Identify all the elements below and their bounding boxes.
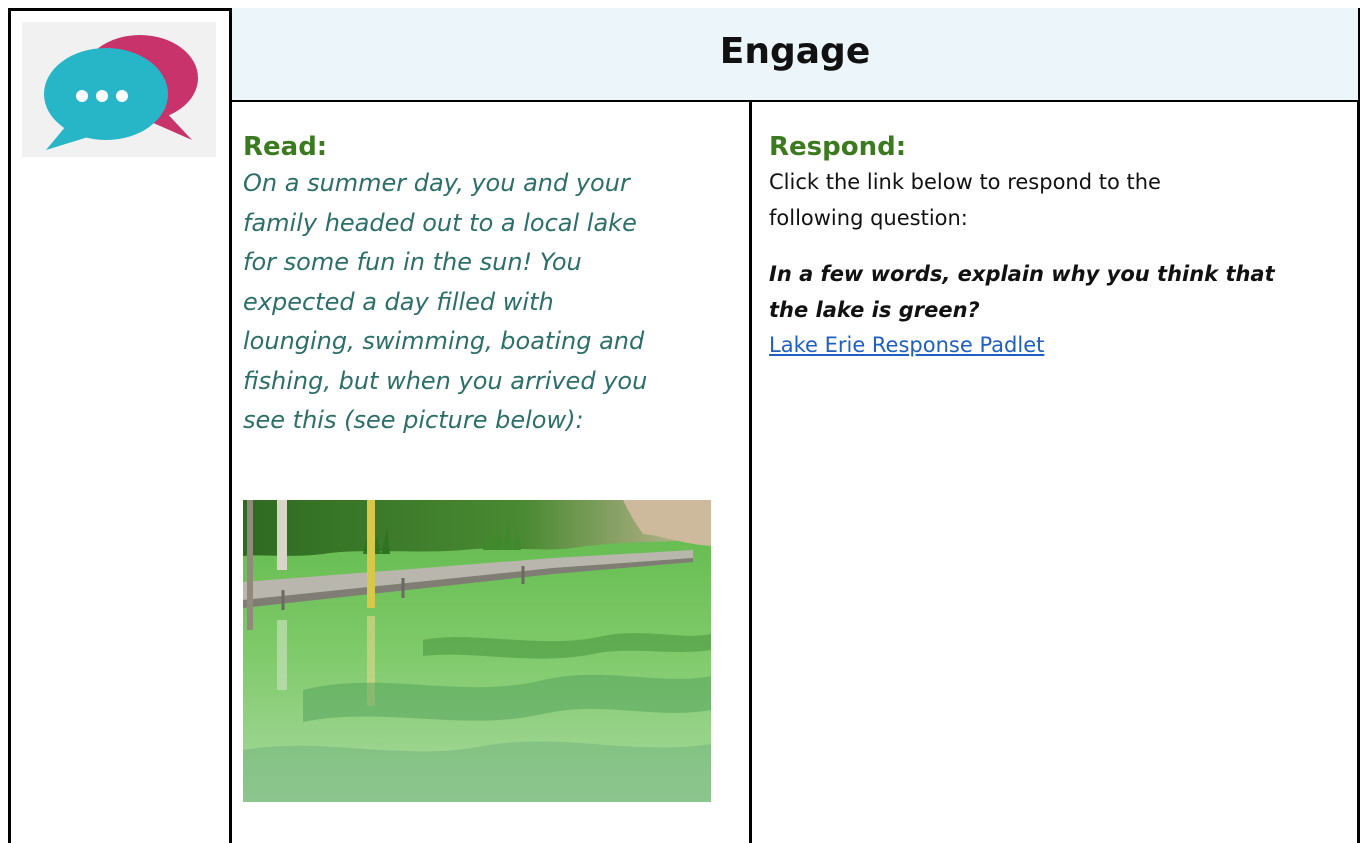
respond-heading: Respond: [769,132,907,162]
page-title: Engage [719,31,871,72]
respond-instruction-line: Click the link below to respond to the [769,170,1161,194]
respond-cell [769,130,1349,362]
table-border-inner-divider [749,100,752,843]
table-border-left [8,8,11,843]
table-border-col-divider [229,8,232,843]
read-line: family headed out to a local lake [243,208,637,237]
respond-instruction-line: following question: [769,206,968,230]
read-line: lounging, swimming, boating and [243,327,645,355]
read-line: for some fun in the sun! You [243,248,582,276]
read-line: expected a day filled with [243,287,554,316]
question-line: In a few words, explain why you think that [769,262,1275,286]
green-lake-photo [243,500,711,802]
question-line: the lake is green? [769,298,980,322]
read-line: fishing, but when you arrived you [243,366,648,395]
engage-icon-box [22,22,216,157]
padlet-response-link[interactable]: Lake Erie Response Padlet [769,333,1045,357]
read-heading: Read: [243,132,328,162]
chat-bubbles-icon [22,22,216,157]
table-border-right [1357,8,1360,843]
read-line: see this (see picture below): [243,406,584,434]
read-cell [243,130,738,441]
read-line: On a summer day, you and your [243,169,630,197]
